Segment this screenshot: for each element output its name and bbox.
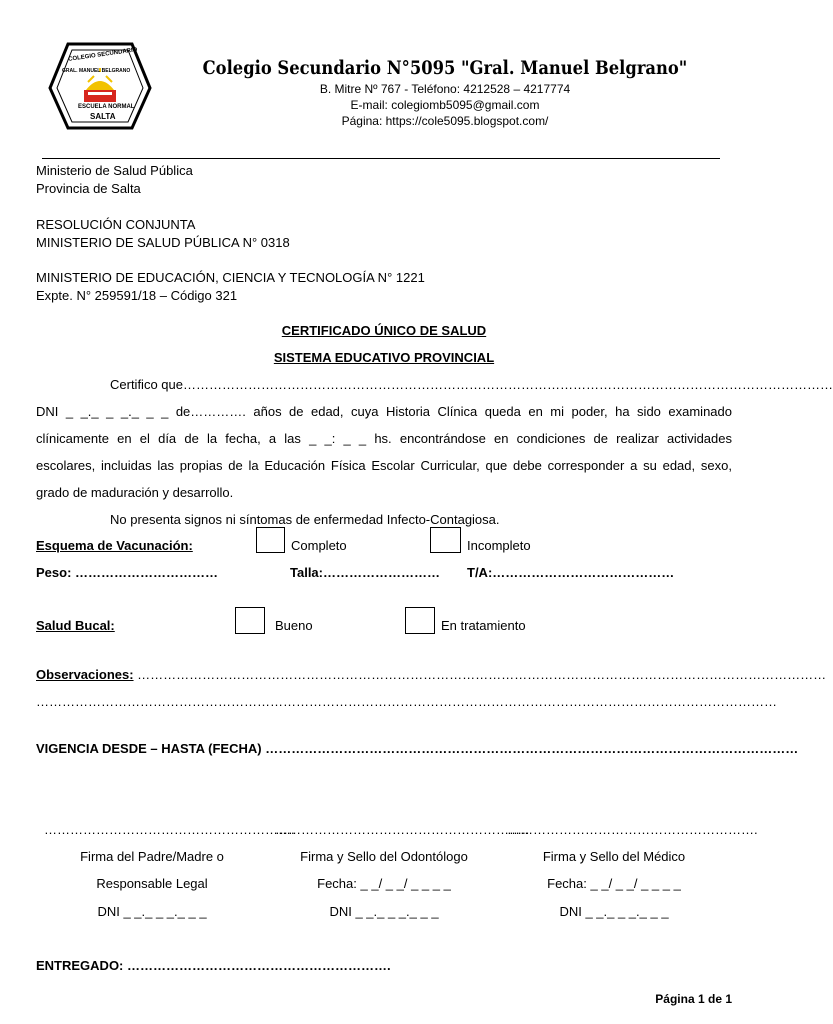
- issuer-line-4: MINISTERIO DE SALUD PÚBLICA N° 0318: [36, 235, 290, 250]
- body-line-development: grado de maduración y desarrollo.: [36, 485, 234, 500]
- weight-field[interactable]: Peso: ……………………………: [36, 565, 219, 580]
- signature-title-dentist: Firma y Sello del Odontólogo: [300, 849, 468, 864]
- oral-health-treatment-checkbox[interactable]: [405, 607, 435, 634]
- vaccination-complete-checkbox[interactable]: [256, 527, 285, 553]
- oral-health-treatment-label: En tratamiento: [441, 618, 526, 633]
- logo-text-mid: GRAL. MANUEL BELGRANO: [62, 68, 131, 74]
- body-line-dni: DNI _ _._ _ _._ _ _ de…………. años de edad, cuya Historia Clínica queda en mi poder, ha sido examinado: [36, 404, 732, 419]
- school-website: Página: https://cole5095.blogspot.com/: [341, 114, 549, 128]
- validity-field[interactable]: VIGENCIA DESDE – HASTA (FECHA) ……………………………………………………………………………………………………………: [36, 741, 799, 756]
- observations-dots: ……………………………………………………………………………………………………………………………………………: [133, 667, 827, 682]
- signature-line-parent[interactable]: ………………………………………………….: [44, 822, 295, 837]
- signature-line-dentist[interactable]: …………………………………………………..: [275, 822, 530, 837]
- observations-line-2[interactable]: ………………………………………………………………………………………………………………………………………………………: [36, 694, 777, 709]
- delivered-field[interactable]: ENTREGADO: …………………………………………………….: [36, 958, 391, 973]
- blood-pressure-field[interactable]: T/A:……………………………………: [467, 565, 675, 580]
- body-line-activities: escolares, incluidas las propias de la Educación Física Escolar Curricular, que debe corresponder a su edad, sexo,: [36, 458, 732, 473]
- dni-dentist[interactable]: DNI _ _._ _ _._ _ _: [329, 904, 439, 919]
- oral-health-label: Salud Bucal:: [36, 618, 115, 633]
- no-symptoms-line: No presenta signos ni síntomas de enfermedad Infecto-Contagiosa.: [110, 512, 500, 527]
- signature-title-doctor: Firma y Sello del Médico: [542, 849, 686, 864]
- certificate-subtitle: SISTEMA EDUCATIVO PROVINCIAL: [273, 350, 495, 365]
- certify-line: Certifico que……………………………………………………………………………………………………………………………………: [110, 377, 833, 392]
- vaccination-incomplete-checkbox[interactable]: [430, 527, 461, 553]
- signature-line-doctor[interactable]: ………………………………………………….: [507, 822, 758, 837]
- issuer-line-1: Ministerio de Salud Pública: [36, 163, 193, 178]
- vaccination-complete-label: Completo: [291, 538, 347, 553]
- dni-parent[interactable]: DNI _ _._ _ _._ _ _: [97, 904, 207, 919]
- school-address: B. Mitre Nº 767 - Teléfono: 4212528 – 4217774: [319, 82, 571, 96]
- dni-doctor[interactable]: DNI _ _._ _ _._ _ _: [559, 904, 669, 919]
- signature-title-parent: Firma del Padre/Madre o: [80, 849, 224, 864]
- vaccination-label: Esquema de Vacunación:: [36, 538, 193, 553]
- issuer-line-3: RESOLUCIÓN CONJUNTA: [36, 217, 196, 232]
- page-number: Página 1 de 1: [655, 992, 732, 1006]
- school-email: E-mail: colegiomb5095@gmail.com: [350, 98, 540, 112]
- issuer-line-2: Provincia de Salta: [36, 181, 141, 196]
- body-line-time: clínicamente en el día de la fecha, a las _ _: _ _ hs. encontrándose en condiciones de realizar actividades: [36, 431, 732, 446]
- school-logo: [48, 38, 152, 132]
- observations-label: Observaciones:: [36, 667, 134, 682]
- certificate-title: CERTIFICADO ÚNICO DE SALUD: [281, 323, 487, 338]
- vaccination-incomplete-label: Incompleto: [467, 538, 531, 553]
- height-field[interactable]: Talla:………………………: [290, 565, 440, 580]
- issuer-line-5: MINISTERIO DE EDUCACIÓN, CIENCIA Y TECNOLOGÍA N° 1221: [36, 270, 425, 285]
- logo-text-school: ESCUELA NORMAL: [78, 104, 135, 110]
- oral-health-good-checkbox[interactable]: [235, 607, 265, 634]
- school-name: Colegio Secundario N°5095 "Gral. Manuel Belgrano": [202, 57, 688, 79]
- signature-date-dentist[interactable]: Fecha: _ _/ _ _/ _ _ _ _: [317, 876, 451, 891]
- signature-date-doctor[interactable]: Fecha: _ _/ _ _/ _ _ _ _: [547, 876, 681, 891]
- logo-text-top: COLEGIO SECUNDARIO: [67, 47, 138, 63]
- oral-health-good-label: Bueno: [275, 618, 313, 633]
- header-divider: [42, 158, 720, 159]
- issuer-line-6: Expte. N° 259591/18 – Código 321: [36, 288, 238, 303]
- signature-sub-parent: Responsable Legal: [96, 876, 208, 891]
- logo-text-city: SALTA: [90, 112, 116, 121]
- observations-line[interactable]: [36, 667, 827, 683]
